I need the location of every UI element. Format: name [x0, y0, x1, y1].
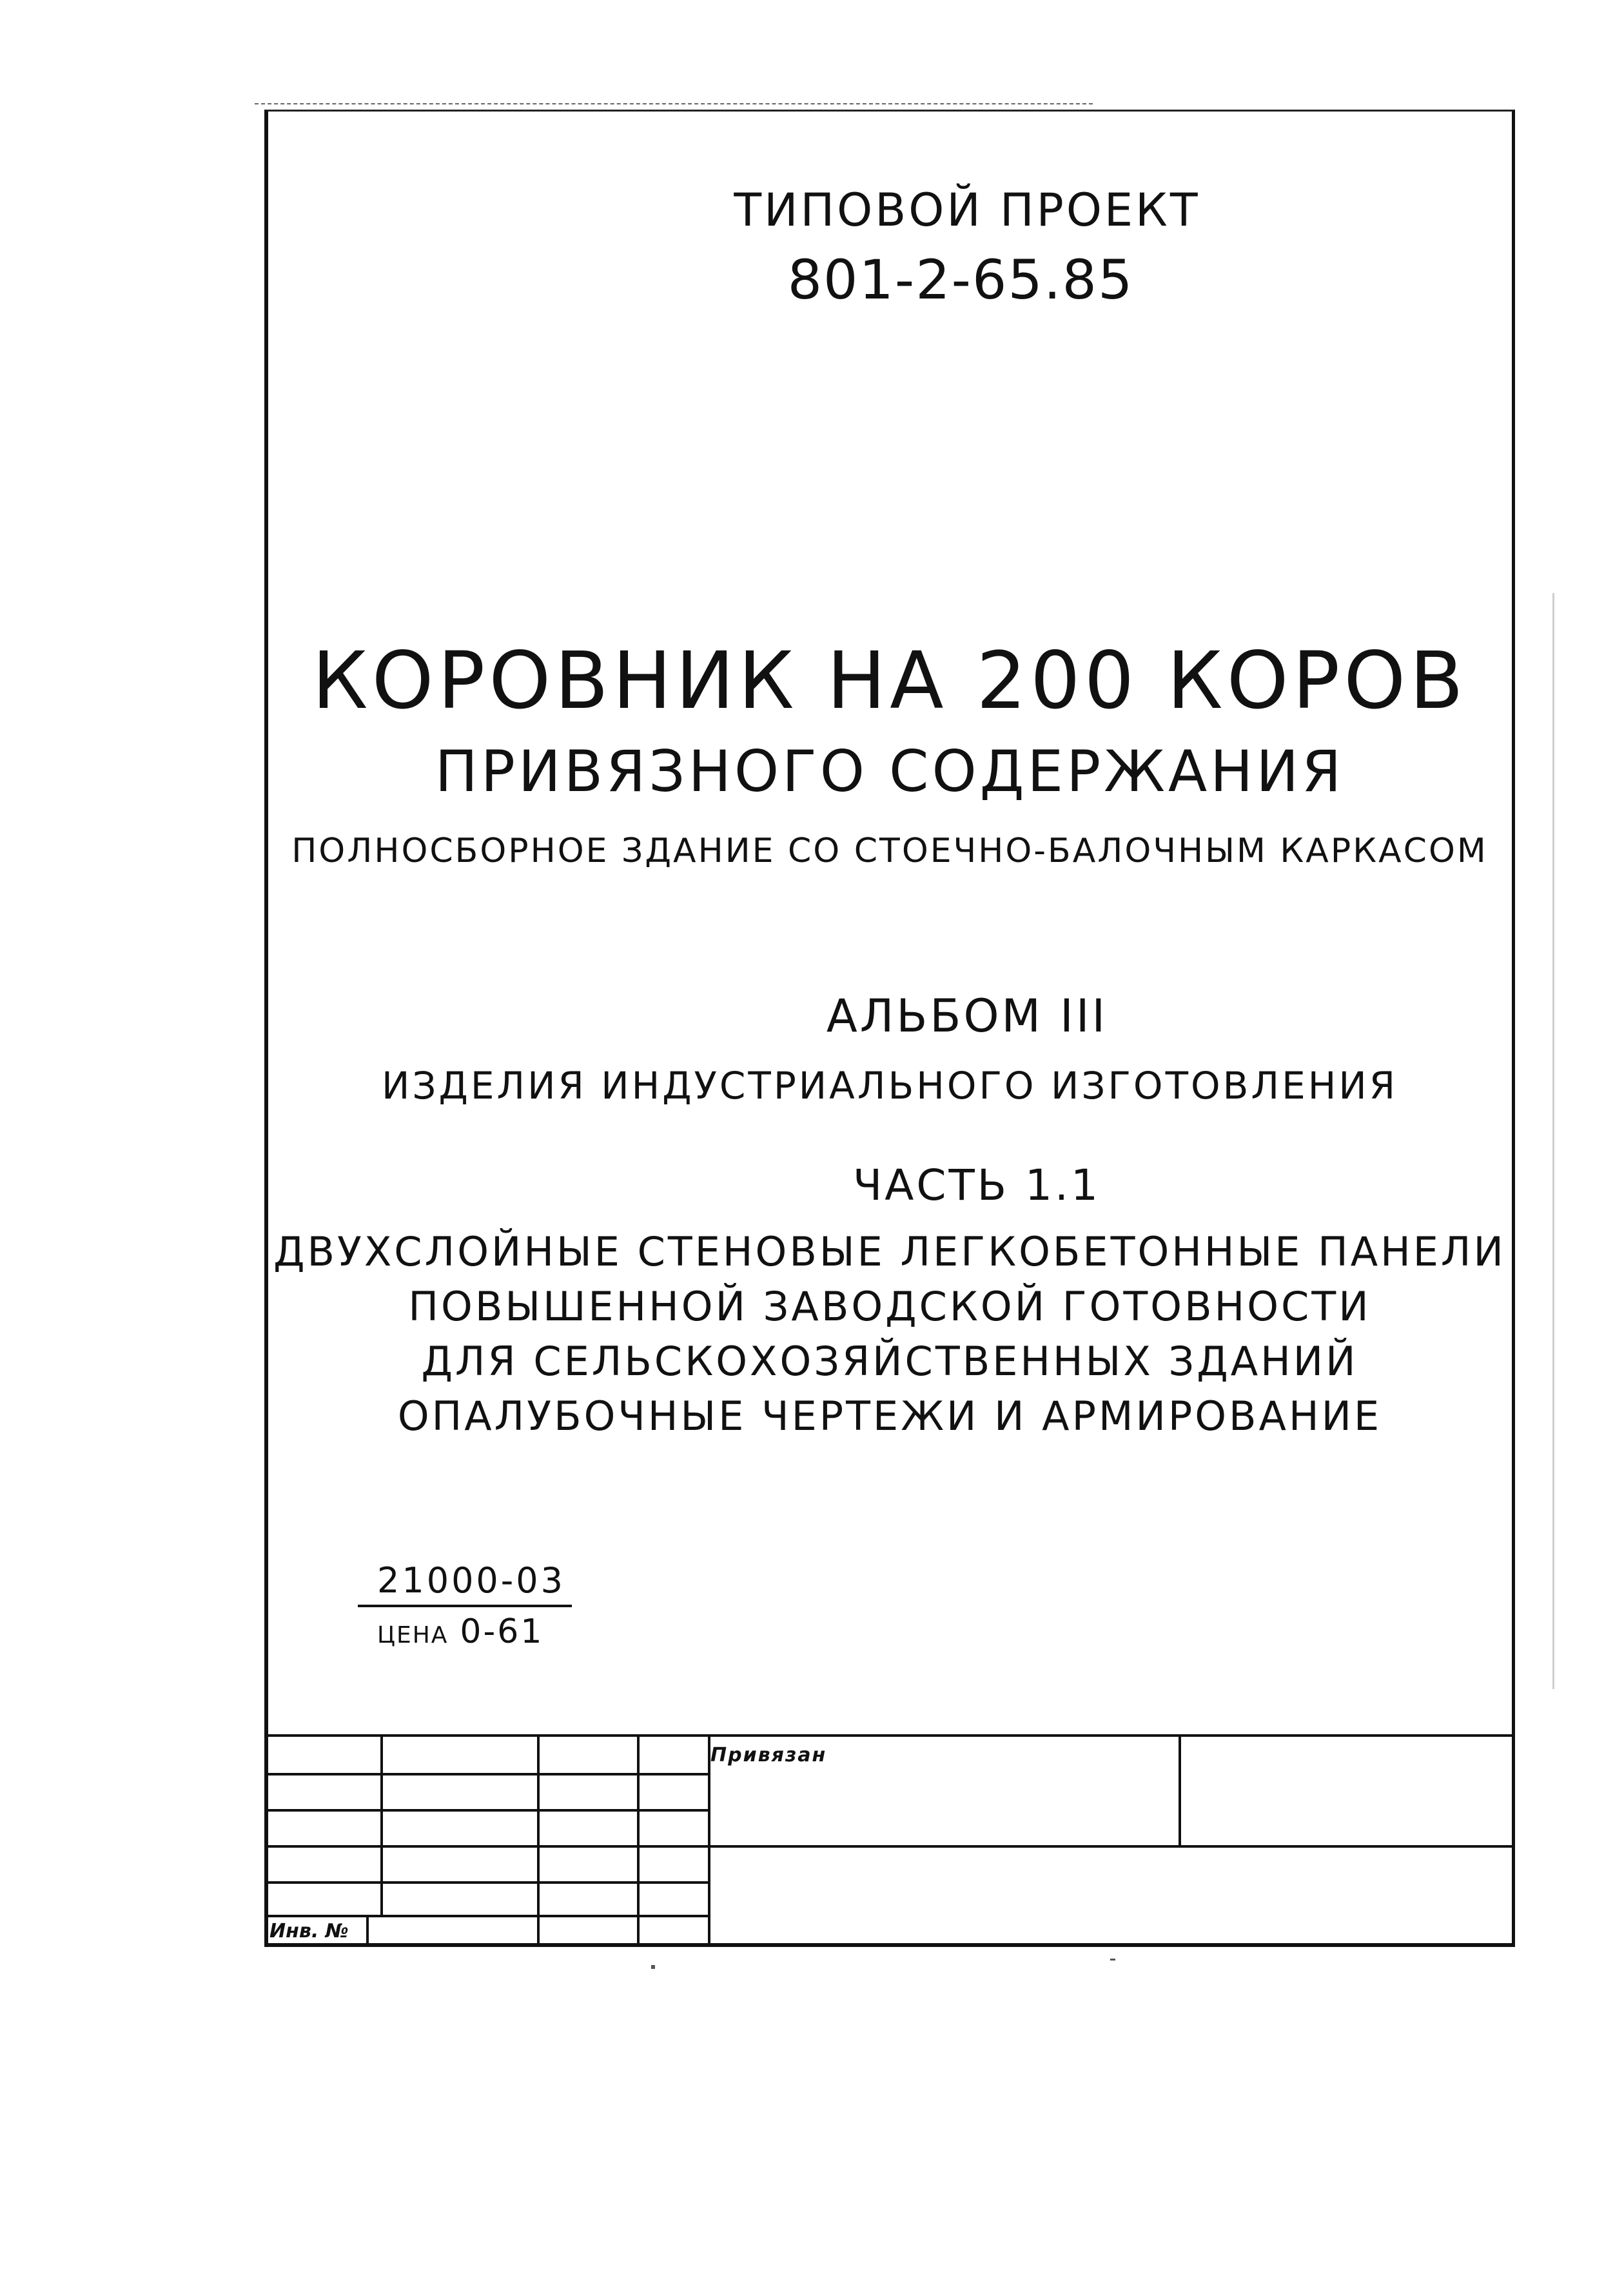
scan-top-dash: [255, 103, 1093, 104]
album-label: АЛЬБОМ III: [826, 990, 1108, 1042]
scan-dot: [1110, 1959, 1115, 1961]
price-line: [358, 1612, 572, 1651]
subtitle: ПРИВЯЗНОГО СОДЕРЖАНИЯ: [435, 738, 1345, 805]
inventory-label: Инв. №: [269, 1920, 349, 1942]
title-block-column-line: [537, 1734, 540, 1944]
part-description-line: ПОВЫШЕННОЙ ЗАВОДСКОЙ ГОТОВНОСТИ: [408, 1283, 1371, 1330]
title-block-row-line: [264, 1881, 709, 1884]
main-title: КОРОВНИК НА 200 КОРОВ: [312, 635, 1467, 727]
scan-edge-mark: [1552, 593, 1554, 1689]
building-description: ПОЛНОСБОРНОЕ ЗДАНИЕ СО СТОЕЧНО-БАЛОЧНЫМ КАРКАСОМ: [291, 832, 1488, 870]
part-description-line: ДВУХСЛОЙНЫЕ СТЕНОВЫЕ ЛЕГКОБЕТОННЫЕ ПАНЕЛИ: [273, 1228, 1506, 1275]
scan-dot: [651, 1965, 655, 1969]
part-description-line: ОПАЛУБОЧНЫЕ ЧЕРТЕЖИ И АРМИРОВАНИЕ: [397, 1393, 1382, 1440]
title-block-row-line: [264, 1809, 709, 1812]
title-block-row-line: [264, 1773, 709, 1775]
catalog-number: 21000-03: [358, 1560, 572, 1607]
part-label: ЧАСТЬ 1.1: [852, 1160, 1101, 1210]
title-block-column-line: [380, 1734, 383, 1915]
price-label: ЦЕНА: [377, 1622, 449, 1648]
title-block-row-line: [264, 1845, 1515, 1848]
album-subtitle: ИЗДЕЛИЯ ИНДУСТРИАЛЬНОГО ИЗГОТОВЛЕНИЯ: [381, 1064, 1398, 1108]
title-block-row-line: [264, 1915, 709, 1917]
title-block-top-border: [264, 1734, 1515, 1737]
bound-label: Привязан: [710, 1744, 827, 1766]
price-value: 0-61: [460, 1612, 544, 1651]
title-block-column-line: [366, 1916, 369, 1944]
project-label: ТИПОВОЙ ПРОЕКТ: [734, 184, 1200, 237]
project-number: 801-2-65.85: [787, 248, 1134, 311]
title-block-column-line: [637, 1734, 640, 1944]
part-description-line: ДЛЯ СЕЛЬСКОХОЗЯЙСТВЕННЫХ ЗДАНИЙ: [421, 1338, 1358, 1385]
title-block-column-line: [1179, 1734, 1181, 1845]
catalog-code-block: [358, 1560, 572, 1651]
